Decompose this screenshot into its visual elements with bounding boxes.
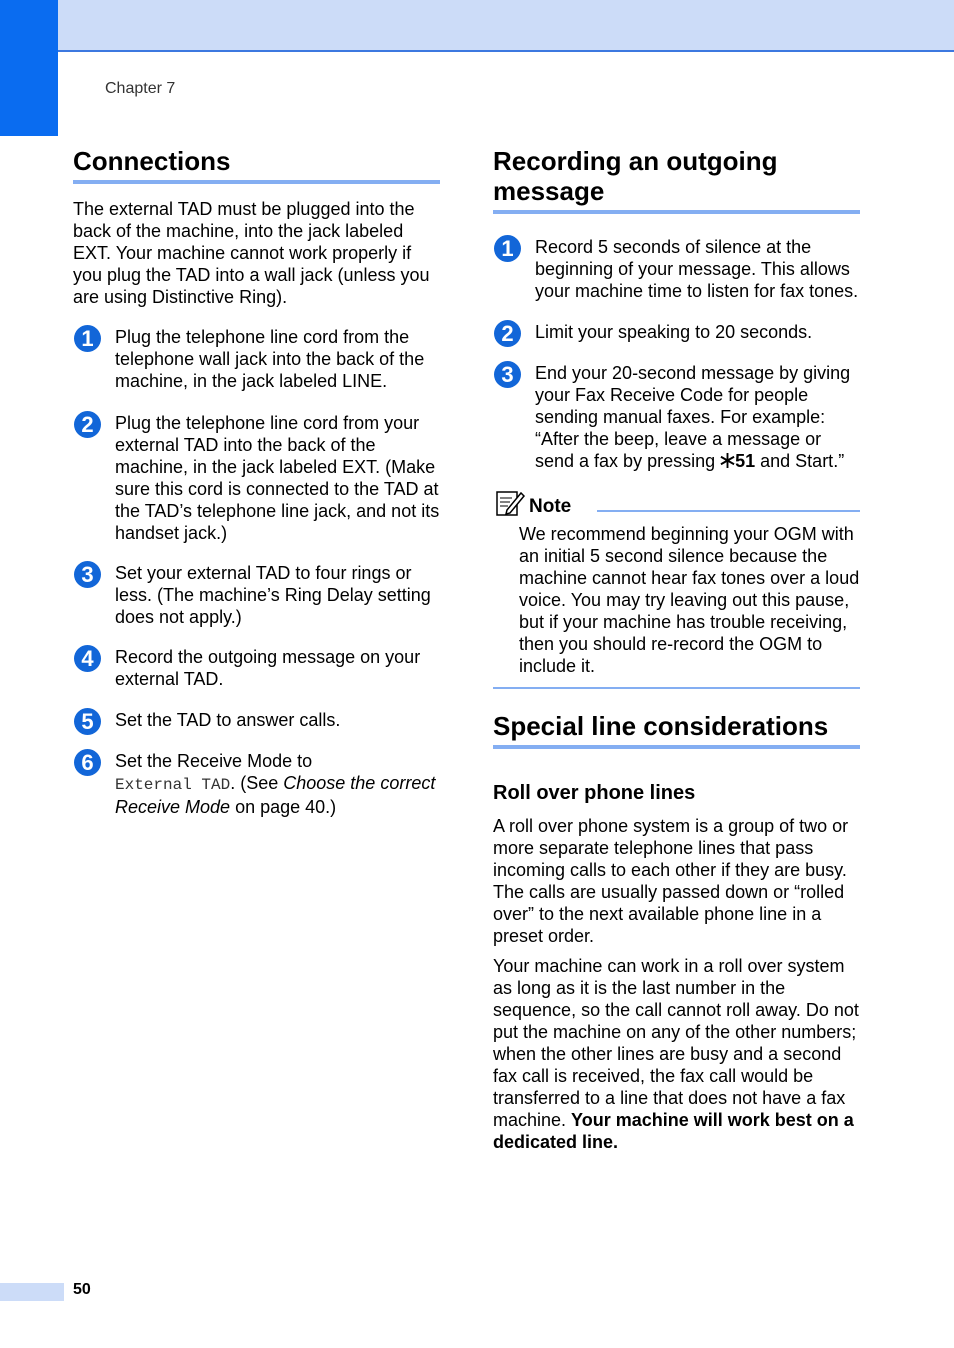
step-number: 4 <box>74 645 101 672</box>
section-title-special-lines: Special line considerations <box>493 711 860 749</box>
step-item <box>73 326 440 392</box>
roll-over-paragraph-1: A roll over phone system is a group of two or more separate telephone lines that pass incoming calls to each other if they are busy. The calls are usually passed down or “rolled over” to the next available phone line in a preset order. <box>493 816 849 946</box>
receive-mode-value: External TAD <box>115 776 231 794</box>
note-box <box>493 488 860 689</box>
roll-over-paragraph-2 <box>493 955 860 1153</box>
step-item <box>493 236 860 302</box>
step-text-part: End your 20-second message by giving your Fax Receive Code for people sending manual faxes. For example: “After the beep, leave a message or send a fax by pressing <box>535 363 851 471</box>
step-text-part: Set the Receive Mode to <box>115 751 313 771</box>
step-text: Plug the telephone line cord from the telephone wall jack into the back of the machine, in the jack labeled LINE. <box>115 327 425 391</box>
step-text <box>535 362 860 472</box>
step-item <box>493 362 860 472</box>
step-number: 3 <box>494 361 521 388</box>
section-title-connections: Connections <box>73 146 440 184</box>
note-text: We recommend beginning your OGM with an initial 5 second silence because the machine cannot hear fax tones over a loud voice. You may try leaving out this pause, but if your machine has trouble receiving, then you should re-record the OGM to include it. <box>519 524 860 676</box>
right-column <box>493 146 860 1153</box>
note-header <box>493 488 860 518</box>
step-text-part: and Start.” <box>755 451 845 471</box>
step-item <box>73 412 440 544</box>
step-text: Limit your speaking to 20 seconds. <box>535 322 813 342</box>
note-pencil-icon <box>495 488 525 518</box>
asterisk-icon <box>720 453 735 468</box>
step-item <box>73 709 440 734</box>
page-number: 50 <box>73 1281 91 1298</box>
intro-paragraph: The external TAD must be plugged into the back of the machine, into the jack labeled EXT. Your machine cannot work properly if you plug the TAD into a wall jack (unless you are using Distinctive Ring). <box>73 199 430 307</box>
subsection-title-roll-over: Roll over phone lines <box>493 782 696 804</box>
step-number: 6 <box>74 749 101 776</box>
note-title: Note <box>529 496 572 517</box>
fax-receive-code: 51 <box>735 451 756 471</box>
step-number: 2 <box>74 411 101 438</box>
chapter-label: Chapter 7 <box>105 80 176 97</box>
step-item <box>73 750 440 818</box>
step-number: 5 <box>74 708 101 735</box>
section-title-recording: Recording an outgoing message <box>493 146 860 214</box>
step-text <box>115 750 440 818</box>
chapter-tab <box>0 0 58 136</box>
paragraph-text: Your machine can work in a roll over system as long as it is the last number in the sequence, so the call cannot roll away. Do not put the machine on any of the other numbers; when the other lines are busy and a second fax call is received, the fax call would be transferred to a line that does not have a fax machine. <box>493 956 859 1130</box>
left-column <box>73 146 440 818</box>
step-item <box>73 562 440 628</box>
step-text: Set your external TAD to four rings or less. (The machine’s Ring Delay setting does not apply.) <box>115 563 431 627</box>
header-bar <box>0 0 954 52</box>
step-text: Record the outgoing message on your external TAD. <box>115 647 421 689</box>
step-number: 3 <box>74 561 101 588</box>
step-item <box>493 321 860 346</box>
footer-bar <box>0 1283 64 1301</box>
cross-reference-link[interactable]: Choose the correct Receive Mode <box>115 773 436 817</box>
step-text: Record 5 seconds of silence at the beginning of your message. This allows your machine time to listen for fax tones. <box>535 237 859 301</box>
paragraph-emphasis: Your machine will work best on a dedicated line. <box>493 1110 854 1152</box>
step-text-part: . (See <box>230 773 284 793</box>
step-number: 1 <box>494 235 521 262</box>
step-text: Plug the telephone line cord from your external TAD into the back of the machine, in the jack labeled EXT. (Make sure this cord is connected to the TAD at the TAD’s telephone line jack, and not its handset jack.) <box>115 413 440 543</box>
step-item <box>73 646 440 690</box>
step-number: 1 <box>74 325 101 352</box>
note-rule <box>597 510 860 512</box>
step-number: 2 <box>494 320 521 347</box>
step-text: Set the TAD to answer calls. <box>115 710 341 730</box>
step-text-part: on page 40.) <box>230 797 337 817</box>
